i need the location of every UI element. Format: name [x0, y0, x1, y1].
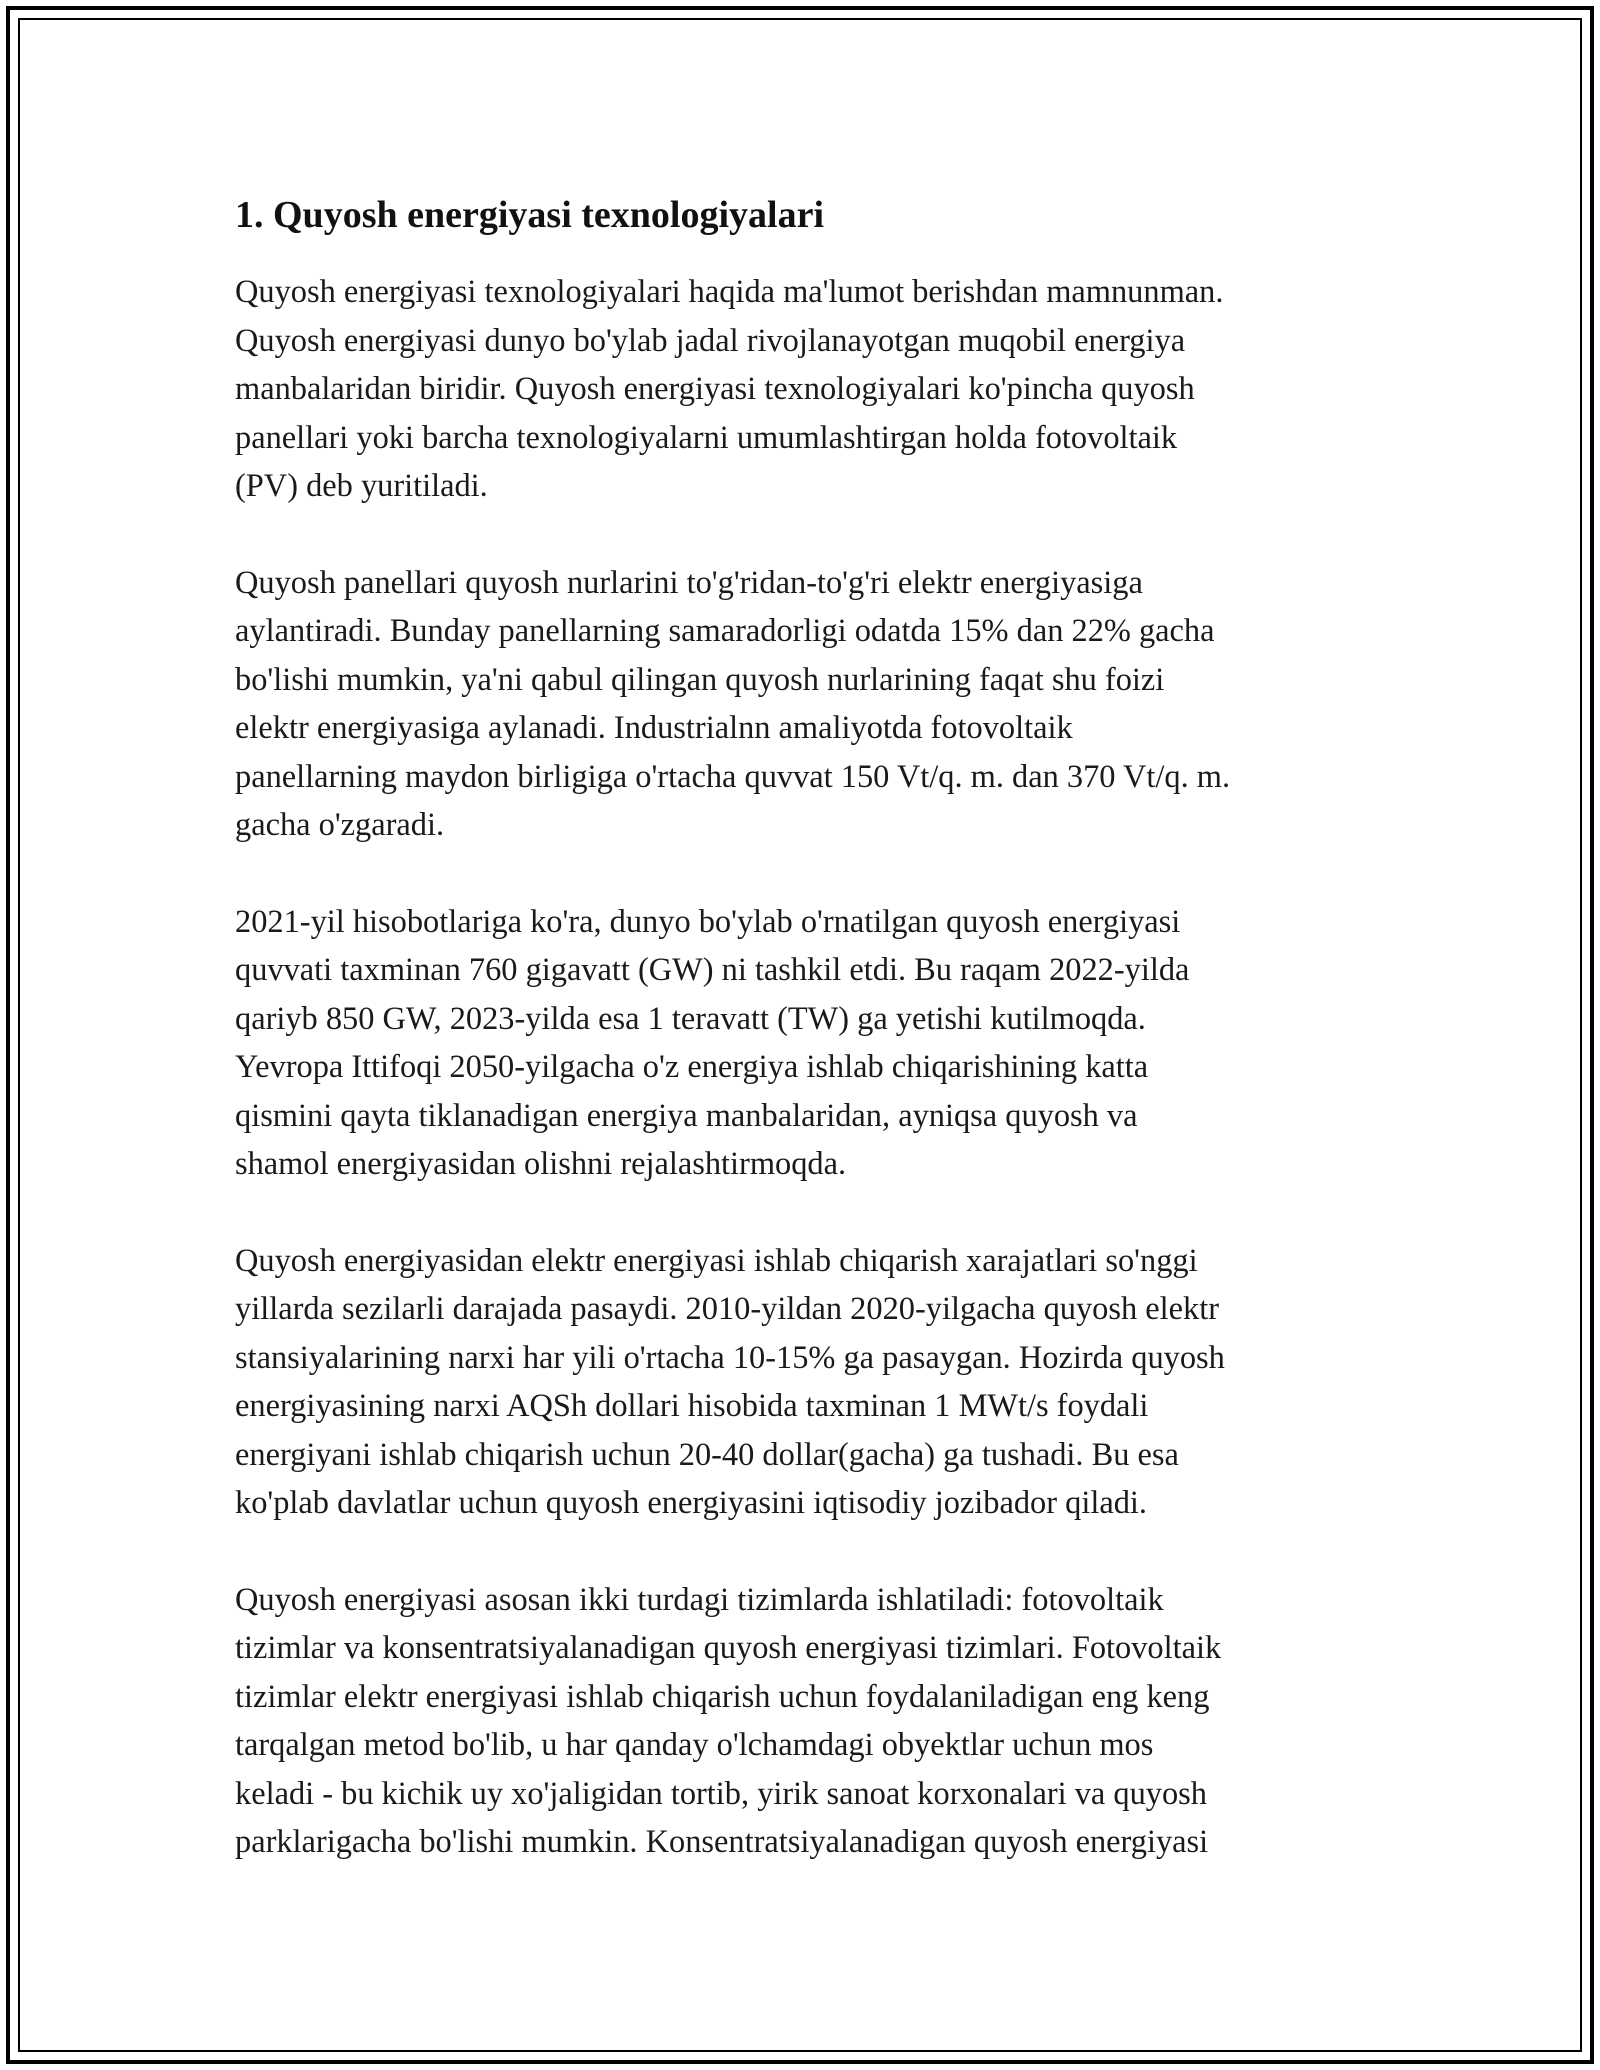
paragraph-1: [235, 268, 1375, 511]
text-line: elektr energiyasiga aylanadi. Industrialnn amaliyotda fotovoltaik: [235, 710, 1073, 746]
document-body: [235, 188, 1375, 1867]
text-line: gacha o'zgaradi.: [235, 807, 445, 843]
text-line: parklarigacha bo'lishi mumkin. Konsentratsiyalanadigan quyosh energiyasi: [235, 1824, 1209, 1860]
text-line: yillarda sezilarli darajada pasaydi. 2010-yildan 2020-yilgacha quyosh elektr: [235, 1291, 1219, 1327]
text-line: quvvati taxminan 760 gigavatt (GW) ni tashkil etdi. Bu raqam 2022-yilda: [235, 952, 1190, 988]
text-line: 2021-yil hisobotlariga ko'ra, dunyo bo'ylab o'rnatilgan quyosh energiyasi: [235, 903, 1181, 940]
text-line: Quyosh energiyasi dunyo bo'ylab jadal rivojlanayotgan muqobil energiya: [235, 322, 1186, 359]
paragraph-5: [235, 1576, 1375, 1867]
text-line: bo'lishi mumkin, ya'ni qabul qilingan quyosh nurlarining faqat shu foizi: [235, 661, 1165, 698]
paragraph-2: [235, 559, 1375, 850]
text-line: Quyosh energiyasidan elektr energiyasi ishlab chiqarish xarajatlari so'nggi: [235, 1242, 1198, 1279]
text-line: panellari yoki barcha texnologiyalarni umumlashtirgan holda fotovoltaik: [235, 419, 1178, 456]
text-line: (PV) deb yuritiladi.: [235, 468, 488, 504]
text-line: qismini qayta tiklanadigan energiya manbalaridan, ayniqsa quyosh va: [235, 1097, 1138, 1134]
text-line: energiyasining narxi AQSh dollari hisobida taxminan 1 MWt/s foydali: [235, 1388, 1149, 1424]
text-line: Quyosh energiyasi texnologiyalari haqida ma'lumot berishdan mamnunman.: [235, 274, 1224, 310]
text-line: aylantiradi. Bunday panellarning samaradorligi odatda 15% dan 22% gacha: [235, 613, 1215, 649]
text-line: Quyosh energiyasi asosan ikki turdagi tizimlarda ishlatiladi: fotovoltaik: [235, 1581, 1164, 1618]
paragraph-4: [235, 1237, 1375, 1528]
paragraph-3: [235, 898, 1375, 1189]
text-line: tarqalgan metod bo'lib, u har qanday o'lchamdagi obyektlar uchun mos: [235, 1727, 1154, 1763]
text-line: keladi - bu kichik uy xo'jaligidan tortib, yirik sanoat korxonalari va quyosh: [235, 1775, 1207, 1812]
text-line: tizimlar va konsentratsiyalanadigan quyosh energiyasi tizimlari. Fotovoltaik: [235, 1630, 1222, 1666]
text-line: shamol energiyasidan olishni rejalashtirmoqda.: [235, 1146, 847, 1182]
text-line: manbalaridan biridir. Quyosh energiyasi texnologiyalari ko'pincha quyosh: [235, 371, 1195, 407]
text-line: tizimlar elektr energiyasi ishlab chiqarish uchun foydalaniladigan eng keng: [235, 1678, 1210, 1715]
text-line: energiyani ishlab chiqarish uchun 20-40 dollar(gacha) ga tushadi. Bu esa: [235, 1436, 1179, 1473]
text-line: panellarning maydon birligiga o'rtacha quvvat 150 Vt/q. m. dan 370 Vt/q. m.: [235, 758, 1231, 795]
section-title: 1. Quyosh energiyasi texnologiyalari: [235, 194, 824, 236]
text-line: qariyb 850 GW, 2023-yilda esa 1 teravatt (TW) ga yetishi kutilmoqda.: [235, 1000, 1146, 1037]
text-line: Quyosh panellari quyosh nurlarini to'g'ridan-to'g'ri elektr energiyasiga: [235, 564, 1143, 601]
text-line: ko'plab davlatlar uchun quyosh energiyasini iqtisodiy jozibador qiladi.: [235, 1485, 1147, 1521]
text-line: stansiyalarining narxi har yili o'rtacha 10-15% ga pasaygan. Hozirda quyosh: [235, 1339, 1225, 1376]
text-line: Yevropa Ittifoqi 2050-yilgacha o'z energiya ishlab chiqarishining katta: [235, 1049, 1149, 1085]
